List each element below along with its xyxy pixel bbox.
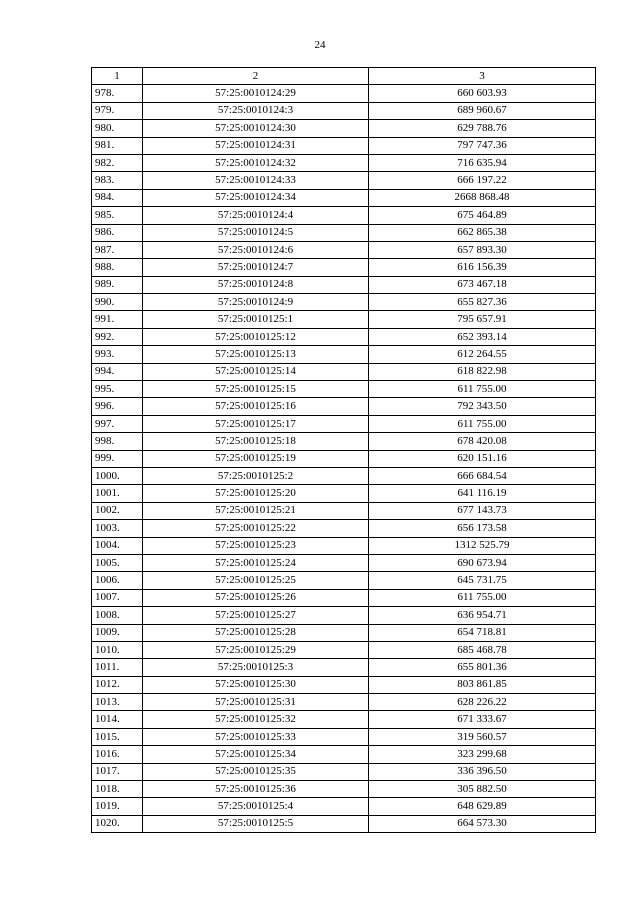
cadastral-number-cell: 57:25:0010125:26 [143, 589, 369, 606]
table-row [92, 763, 596, 780]
row-number-cell: 1001. [92, 485, 143, 502]
table-row [92, 137, 596, 154]
row-number-cell: 990. [92, 294, 143, 311]
row-number-cell: 997. [92, 415, 143, 432]
table-row [92, 572, 596, 589]
cadastral-value-cell: 803 861.85 [369, 676, 596, 693]
table-row [92, 781, 596, 798]
cadastral-value-cell: 629 788.76 [369, 120, 596, 137]
cadastral-value-cell: 662 865.38 [369, 224, 596, 241]
row-number-cell: 995. [92, 381, 143, 398]
table-row [92, 224, 596, 241]
cadastral-number-cell: 57:25:0010125:28 [143, 624, 369, 641]
row-number-cell: 1020. [92, 815, 143, 832]
table-row [92, 328, 596, 345]
cadastral-number-cell: 57:25:0010125:25 [143, 572, 369, 589]
cadastral-value-cell: 616 156.39 [369, 259, 596, 276]
row-number-cell: 1007. [92, 589, 143, 606]
row-number-cell: 979. [92, 102, 143, 119]
table-row [92, 241, 596, 258]
cadastral-value-cell: 645 731.75 [369, 572, 596, 589]
cadastral-number-cell: 57:25:0010125:27 [143, 607, 369, 624]
cadastral-number-cell: 57:25:0010125:29 [143, 641, 369, 658]
table-row [92, 607, 596, 624]
table-row [92, 85, 596, 102]
cadastral-value-cell: 305 882.50 [369, 781, 596, 798]
cadastral-number-cell: 57:25:0010124:5 [143, 224, 369, 241]
cadastral-number-cell: 57:25:0010124:32 [143, 154, 369, 171]
cadastral-number-cell: 57:25:0010125:1 [143, 311, 369, 328]
cadastral-value-cell: 336 396.50 [369, 763, 596, 780]
table-row [92, 589, 596, 606]
table-row [92, 415, 596, 432]
row-number-cell: 989. [92, 276, 143, 293]
table-row [92, 311, 596, 328]
cadastral-value-cell: 641 116.19 [369, 485, 596, 502]
cadastral-number-cell: 57:25:0010125:32 [143, 711, 369, 728]
cadastral-number-cell: 57:25:0010125:18 [143, 433, 369, 450]
cadastral-value-cell: 620 151.16 [369, 450, 596, 467]
row-number-cell: 996. [92, 398, 143, 415]
cadastral-value-cell: 677 143.73 [369, 502, 596, 519]
row-number-cell: 1012. [92, 676, 143, 693]
row-number-cell: 1014. [92, 711, 143, 728]
cadastral-number-cell: 57:25:0010124:33 [143, 172, 369, 189]
cadastral-number-cell: 57:25:0010125:2 [143, 467, 369, 484]
row-number-cell: 987. [92, 241, 143, 258]
table-row [92, 815, 596, 832]
cadastral-value-cell: 628 226.22 [369, 694, 596, 711]
cadastral-value-cell: 664 573.30 [369, 815, 596, 832]
cadastral-value-cell: 795 657.91 [369, 311, 596, 328]
table-row [92, 537, 596, 554]
cadastral-value-cell: 319 560.57 [369, 728, 596, 745]
cadastral-number-cell: 57:25:0010125:30 [143, 676, 369, 693]
row-number-cell: 978. [92, 85, 143, 102]
cadastral-value-cell: 657 893.30 [369, 241, 596, 258]
cadastral-value-cell: 654 718.81 [369, 624, 596, 641]
table-row [92, 154, 596, 171]
row-number-cell: 1000. [92, 467, 143, 484]
row-number-cell: 1019. [92, 798, 143, 815]
table-row [92, 172, 596, 189]
table-row [92, 798, 596, 815]
cadastral-number-cell: 57:25:0010124:4 [143, 207, 369, 224]
cadastral-value-cell: 792 343.50 [369, 398, 596, 415]
cadastral-value-cell: 655 801.36 [369, 659, 596, 676]
cadastral-value-cell: 652 393.14 [369, 328, 596, 345]
row-number-cell: 982. [92, 154, 143, 171]
row-number-cell: 1011. [92, 659, 143, 676]
cadastral-number-cell: 57:25:0010124:7 [143, 259, 369, 276]
cadastral-value-cell: 323 299.68 [369, 746, 596, 763]
table-row [92, 694, 596, 711]
cadastral-value-cell: 678 420.08 [369, 433, 596, 450]
table-row [92, 485, 596, 502]
cadastral-value-cell: 685 468.78 [369, 641, 596, 658]
table-row [92, 381, 596, 398]
row-number-cell: 1015. [92, 728, 143, 745]
table-row [92, 520, 596, 537]
table-row [92, 746, 596, 763]
table-body [92, 85, 596, 833]
row-number-cell: 981. [92, 137, 143, 154]
cadastral-number-cell: 57:25:0010125:23 [143, 537, 369, 554]
table-row [92, 363, 596, 380]
row-number-cell: 985. [92, 207, 143, 224]
cadastral-number-cell: 57:25:0010125:4 [143, 798, 369, 815]
row-number-cell: 991. [92, 311, 143, 328]
row-number-cell: 1013. [92, 694, 143, 711]
cadastral-value-cell: 636 954.71 [369, 607, 596, 624]
cadastral-number-cell: 57:25:0010125:14 [143, 363, 369, 380]
row-number-cell: 1017. [92, 763, 143, 780]
table-header-row [92, 68, 596, 85]
cadastral-number-cell: 57:25:0010124:3 [143, 102, 369, 119]
cadastral-value-cell: 716 635.94 [369, 154, 596, 171]
table-row [92, 189, 596, 206]
cadastral-value-cell: 648 629.89 [369, 798, 596, 815]
row-number-cell: 993. [92, 346, 143, 363]
cadastral-number-cell: 57:25:0010125:20 [143, 485, 369, 502]
cadastral-number-cell: 57:25:0010125:24 [143, 554, 369, 571]
table-row [92, 450, 596, 467]
cadastral-number-cell: 57:25:0010124:6 [143, 241, 369, 258]
row-number-cell: 984. [92, 189, 143, 206]
column-header-1: 1 [92, 68, 143, 85]
cadastral-number-cell: 57:25:0010125:19 [143, 450, 369, 467]
cadastral-number-cell: 57:25:0010124:30 [143, 120, 369, 137]
row-number-cell: 1010. [92, 641, 143, 658]
cadastral-number-cell: 57:25:0010125:12 [143, 328, 369, 345]
cadastral-value-cell: 690 673.94 [369, 554, 596, 571]
row-number-cell: 988. [92, 259, 143, 276]
table-row [92, 102, 596, 119]
cadastral-value-cell: 618 822.98 [369, 363, 596, 380]
table-row [92, 502, 596, 519]
cadastral-number-cell: 57:25:0010125:17 [143, 415, 369, 432]
table-row [92, 728, 596, 745]
cadastral-value-cell: 689 960.67 [369, 102, 596, 119]
cadastral-value-cell: 673 467.18 [369, 276, 596, 293]
table-row [92, 641, 596, 658]
table-row [92, 346, 596, 363]
row-number-cell: 1018. [92, 781, 143, 798]
table-row [92, 120, 596, 137]
cadastral-value-cell: 1312 525.79 [369, 537, 596, 554]
cadastral-number-cell: 57:25:0010125:34 [143, 746, 369, 763]
table-row [92, 711, 596, 728]
table-row [92, 676, 596, 693]
cadastral-value-table [91, 67, 596, 833]
table-row [92, 624, 596, 641]
cadastral-number-cell: 57:25:0010125:33 [143, 728, 369, 745]
cadastral-number-cell: 57:25:0010125:13 [143, 346, 369, 363]
cadastral-value-cell: 797 747.36 [369, 137, 596, 154]
row-number-cell: 1004. [92, 537, 143, 554]
cadastral-number-cell: 57:25:0010125:5 [143, 815, 369, 832]
cadastral-number-cell: 57:25:0010125:22 [143, 520, 369, 537]
cadastral-number-cell: 57:25:0010124:9 [143, 294, 369, 311]
cadastral-number-cell: 57:25:0010125:21 [143, 502, 369, 519]
cadastral-value-cell: 656 173.58 [369, 520, 596, 537]
cadastral-number-cell: 57:25:0010125:16 [143, 398, 369, 415]
cadastral-number-cell: 57:25:0010124:34 [143, 189, 369, 206]
row-number-cell: 1009. [92, 624, 143, 641]
cadastral-number-cell: 57:25:0010124:31 [143, 137, 369, 154]
table-row [92, 433, 596, 450]
row-number-cell: 1006. [92, 572, 143, 589]
cadastral-number-cell: 57:25:0010124:29 [143, 85, 369, 102]
table-row [92, 259, 596, 276]
row-number-cell: 986. [92, 224, 143, 241]
row-number-cell: 998. [92, 433, 143, 450]
column-header-3: 3 [369, 68, 596, 85]
cadastral-value-cell: 660 603.93 [369, 85, 596, 102]
row-number-cell: 980. [92, 120, 143, 137]
cadastral-value-cell: 611 755.00 [369, 589, 596, 606]
cadastral-number-cell: 57:25:0010125:31 [143, 694, 369, 711]
row-number-cell: 992. [92, 328, 143, 345]
cadastral-value-cell: 666 197.22 [369, 172, 596, 189]
cadastral-number-cell: 57:25:0010125:35 [143, 763, 369, 780]
cadastral-value-cell: 611 755.00 [369, 415, 596, 432]
column-header-2: 2 [143, 68, 369, 85]
row-number-cell: 994. [92, 363, 143, 380]
row-number-cell: 1008. [92, 607, 143, 624]
row-number-cell: 999. [92, 450, 143, 467]
cadastral-value-cell: 666 684.54 [369, 467, 596, 484]
cadastral-number-cell: 57:25:0010125:36 [143, 781, 369, 798]
cadastral-value-cell: 2668 868.48 [369, 189, 596, 206]
row-number-cell: 1002. [92, 502, 143, 519]
cadastral-value-cell: 675 464.89 [369, 207, 596, 224]
table-row [92, 207, 596, 224]
table-row [92, 276, 596, 293]
cadastral-value-cell: 611 755.00 [369, 381, 596, 398]
table-row [92, 467, 596, 484]
cadastral-number-cell: 57:25:0010125:15 [143, 381, 369, 398]
table-row [92, 554, 596, 571]
row-number-cell: 1016. [92, 746, 143, 763]
cadastral-number-cell: 57:25:0010124:8 [143, 276, 369, 293]
cadastral-value-cell: 612 264.55 [369, 346, 596, 363]
table-row [92, 398, 596, 415]
row-number-cell: 1005. [92, 554, 143, 571]
page-number: 24 [314, 39, 326, 51]
cadastral-value-cell: 655 827.36 [369, 294, 596, 311]
row-number-cell: 1003. [92, 520, 143, 537]
cadastral-number-cell: 57:25:0010125:3 [143, 659, 369, 676]
table-row [92, 294, 596, 311]
cadastral-value-cell: 671 333.67 [369, 711, 596, 728]
row-number-cell: 983. [92, 172, 143, 189]
table-row [92, 659, 596, 676]
